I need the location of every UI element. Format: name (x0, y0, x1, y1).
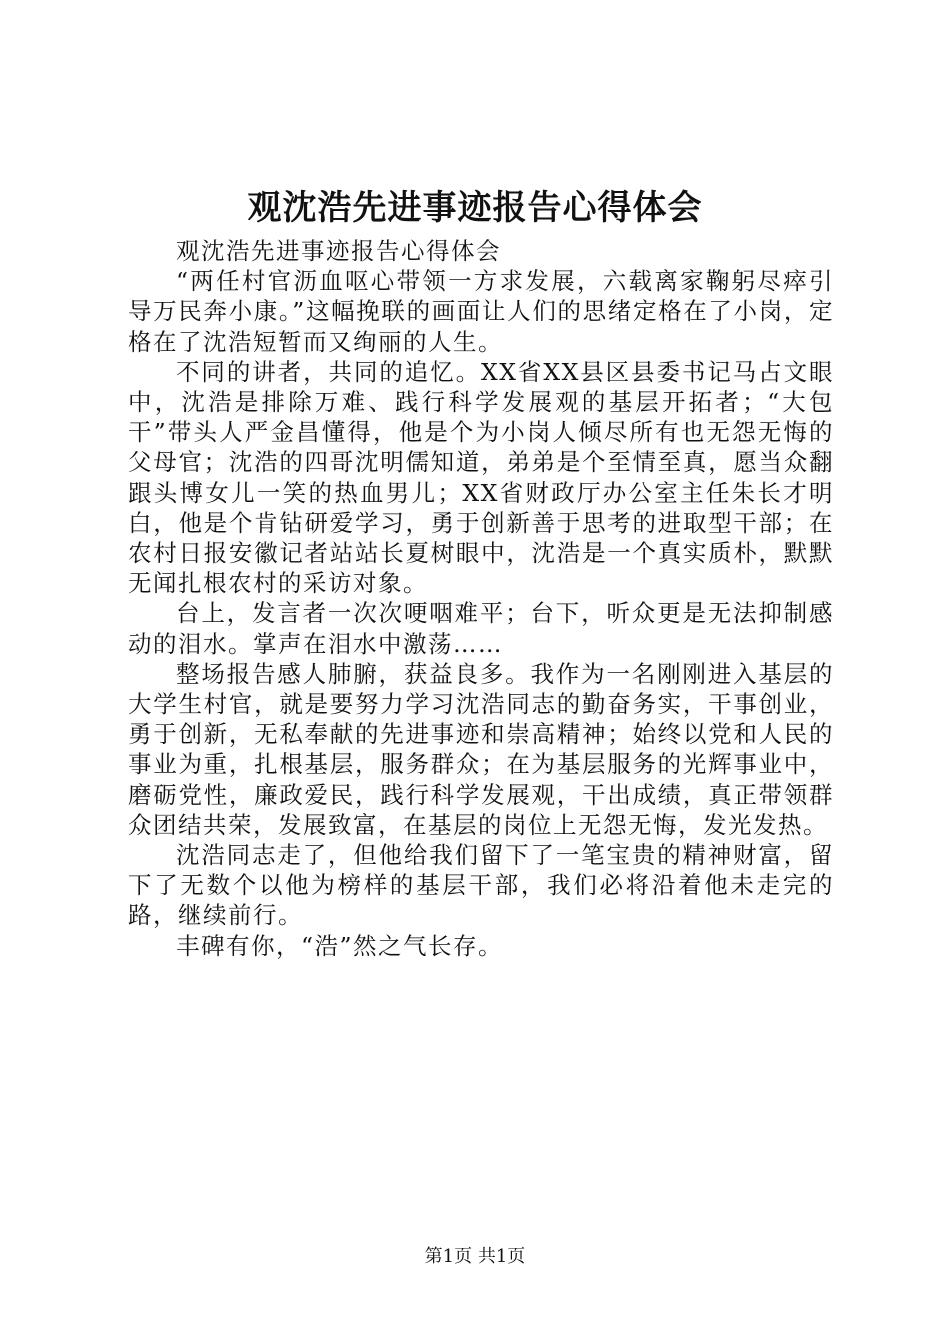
paragraph-legacy: 沈浩同志走了，但他给我们留下了一笔宝贵的精神财富，留下了无数个以他为榜样的基层干部，我们必将沿着他未走完的路，继续前行。 (128, 841, 834, 930)
paragraph-subtitle: 观沈浩先进事迹报告心得体会 (176, 237, 501, 265)
paragraph-couplet: “两任村官沥血呕心带领一方求发展，六载离家鞠躬尽瘁引导万民奔小康。”这幅挽联的画面让人们的思绪定格在了小岗，定格在了沈浩短暂而又绚丽的人生。 (128, 267, 834, 356)
paragraph-audience: 台上，发言者一次次哽咽难平；台下，听众更是无法抑制感动的泪水。掌声在泪水中激荡…… (128, 599, 834, 658)
paragraph-closing: 丰碑有你，“浩”然之气长存。 (176, 931, 504, 960)
page-number-footer: 第1页 共1页 (424, 1246, 526, 1267)
paragraph-reflection: 整场报告感人肺腑，获益良多。我作为一名刚刚进入基层的大学生村官，就是要努力学习沈浩同志的勤奋务实，干事创业，勇于创新，无私奉献的先进事迹和崇高精神；始终以党和人民的事业为重，扎根基层，服务群众；在为基层服务的光辉事业中，磨砺党性，廉政爱民，践行科学发展观，干出成绩，真正带领群众团结共荣，发展致富，在基层的岗位上无怨无悔，发光发热。 (128, 659, 834, 839)
document-title: 观沈浩先进事迹报告心得体会 (247, 188, 703, 228)
paragraph-speakers: 不同的讲者，共同的追忆。XX省XX县区县委书记马占文眼中，沈浩是排除万难、践行科学发展观的基层开拓者；“大包干”带头人严金昌懂得，他是个为小岗人倾尽所有也无怨无悔的父母官；沈浩的四哥沈明儒知道，弟弟是个至情至真，愿当众翻跟头博女儿一笑的热血男儿；XX省财政厅办公室主任朱长才明白，他是个肯钻研爱学习，勇于创新善于思考的进取型干部；在农村日报安徽记者站站长夏树眼中，沈浩是一个真实质朴，默默无闻扎根农村的采访对象。 (128, 357, 834, 598)
document-body (128, 236, 834, 961)
